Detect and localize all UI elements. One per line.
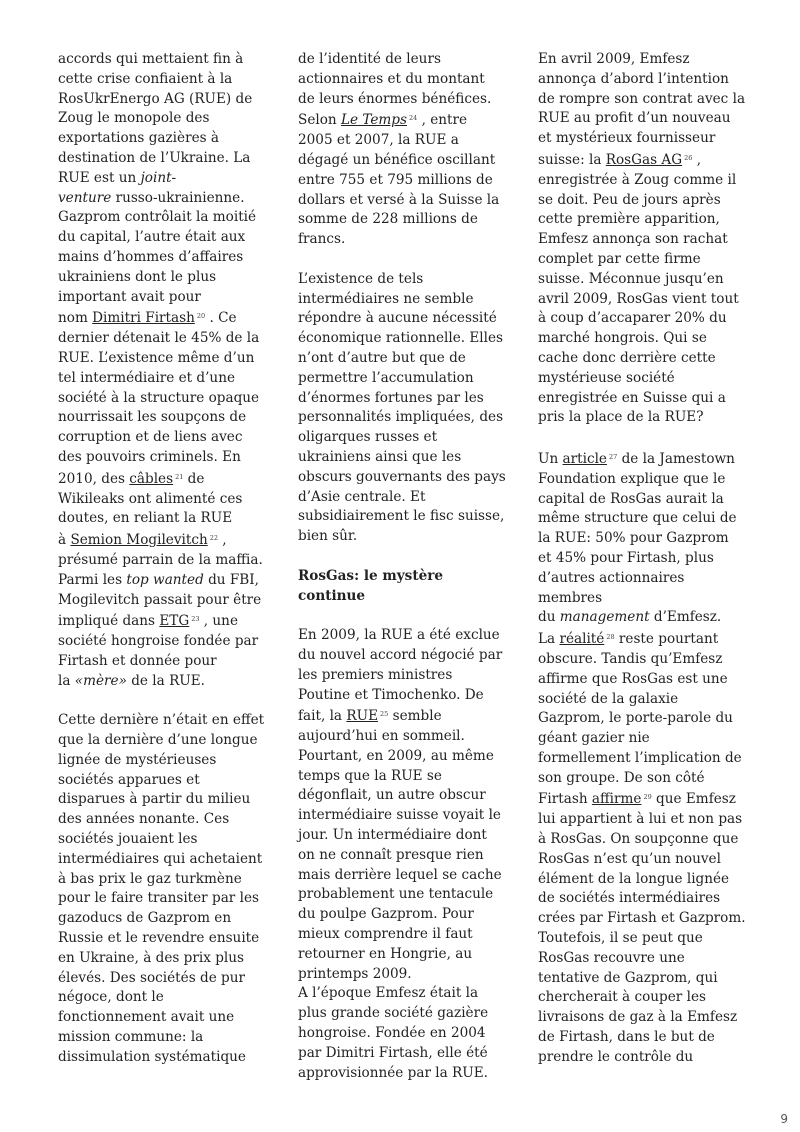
text-line: même structure que celui de	[538, 510, 737, 527]
text-line: annonça d’abord l’intention	[538, 70, 729, 87]
text-line: et mystérieux fournisseur	[538, 130, 716, 147]
text-line: mission commune: la	[58, 1029, 204, 1046]
text-line: d’autres actionnaires	[538, 569, 685, 586]
text-line: on ne connaît presque rien	[298, 846, 484, 863]
inline-link[interactable]: Le Temps	[340, 112, 407, 129]
emphasis-text: top wanted	[126, 571, 204, 588]
text-line: par Dimitri Firtash, elle été	[298, 1044, 488, 1061]
paragraph	[58, 50, 270, 692]
text-line: L’existence de tels	[298, 270, 424, 287]
text-line: livraisons de gaz à la Emfesz	[538, 1009, 738, 1026]
text-line: dégonflait, un autre obscur	[298, 787, 486, 804]
text-line: Wikileaks ont alimenté ces	[58, 490, 243, 507]
text-line: de Firtash, dans le but de	[538, 1029, 715, 1046]
text-line: ukrainiens dont le plus	[58, 268, 217, 285]
text-line: marché hongrois. Qui se	[538, 330, 707, 347]
text-line: corruption et de liens avec	[58, 429, 243, 446]
inline-link[interactable]: ETG	[159, 613, 190, 630]
text-line: Russie et le revendre ensuite	[58, 930, 260, 947]
text-line: société hongroise fondée par	[58, 633, 259, 650]
text-line: hongroise. Fondée en 2004	[298, 1025, 486, 1042]
text-line: suisse: la RosGas AG $^{26}$ ,	[538, 151, 702, 168]
text-line: enregistrée en Suisse qui a	[538, 389, 726, 406]
inline-link[interactable]: Dimitri Firtash	[92, 310, 195, 327]
text-line: 2010, des câbles $^{21}$ de	[58, 470, 205, 487]
text-column-1	[58, 50, 270, 1068]
text-line: francs.	[298, 231, 346, 248]
text-line: Parmi les top wanted du FBI,	[58, 571, 259, 588]
text-line: de l’identité de leurs	[298, 51, 441, 67]
text-line: La réalité $^{28}$ reste pourtant	[538, 631, 719, 648]
footnote-ref[interactable]: 27	[608, 452, 618, 461]
text-line: plus grande société gazière	[298, 1005, 489, 1022]
text-line: Poutine et Timochenko. De	[298, 686, 484, 703]
text-line: retourner en Hongrie, au	[298, 945, 473, 962]
footnote-ref[interactable]: 26	[684, 153, 693, 162]
text-line: Pourtant, en 2009, au même	[298, 747, 494, 764]
text-line: du management d’Emfesz.	[538, 609, 722, 626]
text-line: lignée de mystérieuses	[58, 751, 217, 768]
text-line: 2005 et 2007, la RUE a	[298, 132, 459, 149]
text-line: élevés. Des sociétés de pur	[58, 969, 246, 986]
text-line: venture russo-ukrainienne.	[58, 189, 245, 206]
text-line: aujourd’hui en sommeil.	[298, 728, 465, 745]
text-line: répondre à aucune nécessité	[298, 310, 497, 327]
text-line: somme de 228 millions de	[298, 211, 478, 228]
text-line	[298, 567, 512, 587]
text-line: disparues à partir du milieu	[58, 791, 251, 808]
footnote-ref[interactable]: 23	[191, 615, 200, 624]
text-line: RosGas recouvre une	[538, 949, 685, 966]
text-line: destination de l’Ukraine. La	[58, 149, 251, 166]
heading-text: RosGas: le mystère	[298, 567, 444, 584]
emphasis-text: «mère»	[74, 672, 127, 689]
inline-link[interactable]: RUE	[346, 708, 378, 725]
text-line: important avait pour	[58, 288, 201, 305]
text-line: approvisionnée par la RUE.	[298, 1064, 488, 1081]
text-line: cette crise confiaient à la	[58, 70, 233, 87]
text-line: probablement une tentacule	[298, 886, 494, 903]
text-line: entre 755 et 795 millions de	[298, 171, 493, 188]
text-column-2	[298, 50, 512, 1083]
text-line: les premiers ministres	[298, 666, 453, 683]
text-line: lui appartient à lui et non pas	[538, 811, 743, 828]
inline-link[interactable]: article	[562, 450, 607, 467]
text-line: de sociétés intermédiaires	[538, 890, 721, 907]
text-line: complet par cette firme	[538, 250, 701, 267]
text-line: RosGas n’est qu’un nouvel	[538, 850, 721, 867]
text-line: d’énormes fortunes par les	[298, 389, 484, 406]
text-line: la RUE: 50% pour Gazprom	[538, 530, 729, 547]
emphasis-text: management	[559, 609, 650, 626]
text-line: dissimulation systématique	[58, 1048, 246, 1065]
text-line: cette première apparition,	[538, 211, 720, 228]
page-number: 9	[780, 1112, 788, 1126]
text-line: Emfesz annonça son rachat	[538, 231, 728, 248]
text-column-3	[538, 50, 760, 1068]
text-line: cache donc derrière cette	[538, 349, 716, 366]
text-line: oligarques russes et	[298, 429, 438, 446]
text-line: du poulpe Gazprom. Pour	[298, 906, 474, 923]
text-line: Gazprom contrôlait la moitié	[58, 209, 257, 226]
text-line: sociétés apparues et	[58, 771, 200, 788]
text-line: mains d’hommes d’affaires	[58, 248, 244, 265]
text-line: que la dernière d’une longue	[58, 732, 258, 749]
text-line: se doit. Peu de jours après	[538, 191, 721, 208]
text-line: Firtash et donnée pour	[58, 652, 217, 669]
text-line: tel intermédiaire et d’une	[58, 369, 235, 386]
text-line: mais derrière lequel se cache	[298, 866, 502, 883]
footnote-ref[interactable]: 25	[380, 710, 389, 719]
footnote-ref[interactable]: 20	[196, 312, 206, 321]
text-line: accords qui mettaient fin à	[58, 51, 244, 67]
text-line: du capital, l’autre était aux	[58, 229, 246, 246]
text-line: société à la structure opaque	[58, 389, 260, 406]
text-line: Selon Le Temps $^{24}$ , entre	[298, 112, 468, 129]
inline-link[interactable]: affirme	[591, 791, 642, 808]
footnote-ref[interactable]: 29	[643, 793, 652, 802]
text-line: suisse. Méconnue jusqu’en	[538, 270, 724, 287]
text-line: société de la galaxie	[538, 690, 679, 707]
paragraph	[538, 50, 760, 428]
text-line: à RosGas. On soupçonne que	[538, 831, 739, 848]
text-line: à bas prix le gaz turkmène	[58, 870, 242, 887]
text-line: dollars et versé à la Suisse la	[298, 191, 500, 208]
text-line: Gazprom, le porte-parole du	[538, 710, 733, 727]
emphasis-text: joint-	[140, 169, 177, 186]
text-line: doutes, en reliant la RUE	[58, 510, 233, 527]
text-line: bien sûr.	[298, 528, 358, 545]
text-line: Foundation explique que le	[538, 470, 726, 487]
text-line: intermédiaires ne semble	[298, 290, 474, 307]
text-line: intermédiaires qui achetaient	[58, 850, 263, 867]
text-line: avril 2009, RosGas vient tout	[538, 290, 739, 307]
text-line: élément de la longue lignée	[538, 870, 730, 887]
text-line: fonctionnement avait une	[58, 1009, 235, 1026]
text-line: En avril 2009, Emfesz	[538, 51, 690, 67]
inline-link[interactable]: réalité	[559, 631, 605, 648]
text-line: présumé parrain de la maffia.	[58, 551, 263, 568]
text-line: temps que la RUE se	[298, 767, 442, 784]
text-line: En 2009, la RUE a été exclue	[298, 627, 500, 644]
paragraph	[58, 711, 270, 1067]
text-line: tentative de Gazprom, qui	[538, 969, 718, 986]
text-line: du nouvel accord négocié par	[298, 646, 503, 663]
text-line: RUE. L’existence même d’un	[58, 349, 255, 366]
text-line: obscurs gouvernants des pays	[298, 468, 506, 485]
text-line: des années nonante. Ces	[58, 811, 230, 828]
text-line: à coup d’accaparer 20% du	[538, 310, 727, 327]
text-line: chercherait à couper les	[538, 989, 706, 1006]
text-line: obscure. Tandis qu’Emfesz	[538, 650, 723, 667]
text-line: actionnaires et du montant	[298, 70, 485, 87]
text-line: RUE au profit d’un nouveau	[538, 110, 731, 127]
text-line: prendre le contrôle du	[538, 1048, 694, 1065]
text-line: jour. Un intermédiaire dont	[298, 827, 487, 844]
text-line: printemps 2009.	[298, 965, 412, 982]
text-line: capital de RosGas aurait la	[538, 490, 724, 507]
footnote-ref[interactable]: 21	[175, 472, 184, 481]
text-line: d’Asie centrale. Et	[298, 488, 426, 505]
text-line: ukrainiens ainsi que les	[298, 448, 462, 465]
text-line: Cette dernière n’était en effet	[58, 712, 265, 729]
heading-text: continue	[298, 587, 366, 604]
paragraph	[298, 270, 512, 547]
text-line: la «mère» de la RUE.	[58, 672, 206, 689]
text-line: fait, la RUE $^{25}$ semble	[298, 708, 442, 725]
text-line: impliqué dans ETG $^{23}$ , une	[58, 613, 238, 630]
text-line	[298, 587, 512, 607]
text-line: à Semion Mogilevitch $^{22}$ ,	[58, 532, 227, 549]
text-line: n’ont d’autre but que de	[298, 349, 466, 366]
text-line: pris la place de la RUE?	[538, 409, 704, 426]
text-line: enregistrée à Zoug comme il	[538, 171, 737, 188]
paragraph	[298, 50, 512, 250]
text-line: son groupe. De son côté	[538, 769, 705, 786]
text-line: exportations gazières à	[58, 130, 220, 147]
section-heading	[298, 567, 512, 607]
text-line: économique rationnelle. Elles	[298, 330, 504, 347]
text-line: formellement l’implication de	[538, 749, 742, 766]
text-line: membres	[538, 589, 603, 606]
text-line: dernier détenait le 45% de la	[58, 330, 260, 347]
text-line: mystérieuse société	[538, 369, 675, 386]
text-line: Firtash affirme $^{29}$ que Emfesz	[538, 791, 736, 808]
text-line: nom Dimitri Firtash $^{20}$ . Ce	[58, 310, 237, 327]
text-line: affirme que RosGas est une	[538, 670, 728, 687]
text-line: mieux comprendre il faut	[298, 926, 473, 943]
text-line: de leurs énormes bénéfices.	[298, 90, 492, 107]
text-line: Un article $^{27}$ de la Jamestown	[538, 450, 735, 467]
text-line: et 45% pour Firtash, plus	[538, 549, 714, 566]
text-line: Mogilevitch passait pour être	[58, 591, 262, 608]
text-line: intermédiaire suisse voyait le	[298, 807, 501, 824]
text-line: sociétés jouaient les	[58, 831, 198, 848]
text-line: des pouvoirs criminels. En	[58, 448, 241, 465]
text-line: gazoducs de Gazprom en	[58, 910, 232, 927]
footnote-ref[interactable]: 22	[209, 534, 218, 543]
footnote-ref[interactable]: 24	[409, 114, 418, 123]
text-line: de rompre son contrat avec la	[538, 90, 746, 107]
text-line: négoce, dont le	[58, 989, 164, 1006]
text-line: subsidiairement le fisc suisse,	[298, 508, 505, 525]
text-line: A l’époque Emfesz était la	[298, 985, 479, 1002]
text-line: RUE est un joint-	[58, 169, 177, 186]
text-line: RosUkrEnergo AG (RUE) de	[58, 90, 253, 107]
text-line: en Ukraine, à des prix plus	[58, 949, 244, 966]
text-line: géant gazier nie	[538, 730, 650, 747]
footnote-ref[interactable]: 28	[606, 633, 615, 642]
emphasis-text: venture	[58, 189, 112, 206]
text-line: Toutefois, il se peut que	[538, 930, 703, 947]
paragraph	[298, 626, 512, 1083]
text-line: personnalités impliquées, des	[298, 409, 504, 426]
inline-link[interactable]: RosGas AG	[605, 151, 683, 168]
paragraph	[538, 448, 760, 1068]
inline-link[interactable]: Semion Mogilevitch	[70, 532, 208, 549]
text-line: crées par Firtash et Gazprom.	[538, 910, 746, 927]
text-line: permettre l’accumulation	[298, 369, 474, 386]
inline-link[interactable]: câbles	[129, 470, 174, 487]
text-line: dégagé un bénéfice oscillant	[298, 151, 496, 168]
text-line: pour le faire transiter par les	[58, 890, 259, 907]
text-line: Zoug le monopole des	[58, 110, 210, 127]
text-line: nourrissait les soupçons de	[58, 409, 247, 426]
